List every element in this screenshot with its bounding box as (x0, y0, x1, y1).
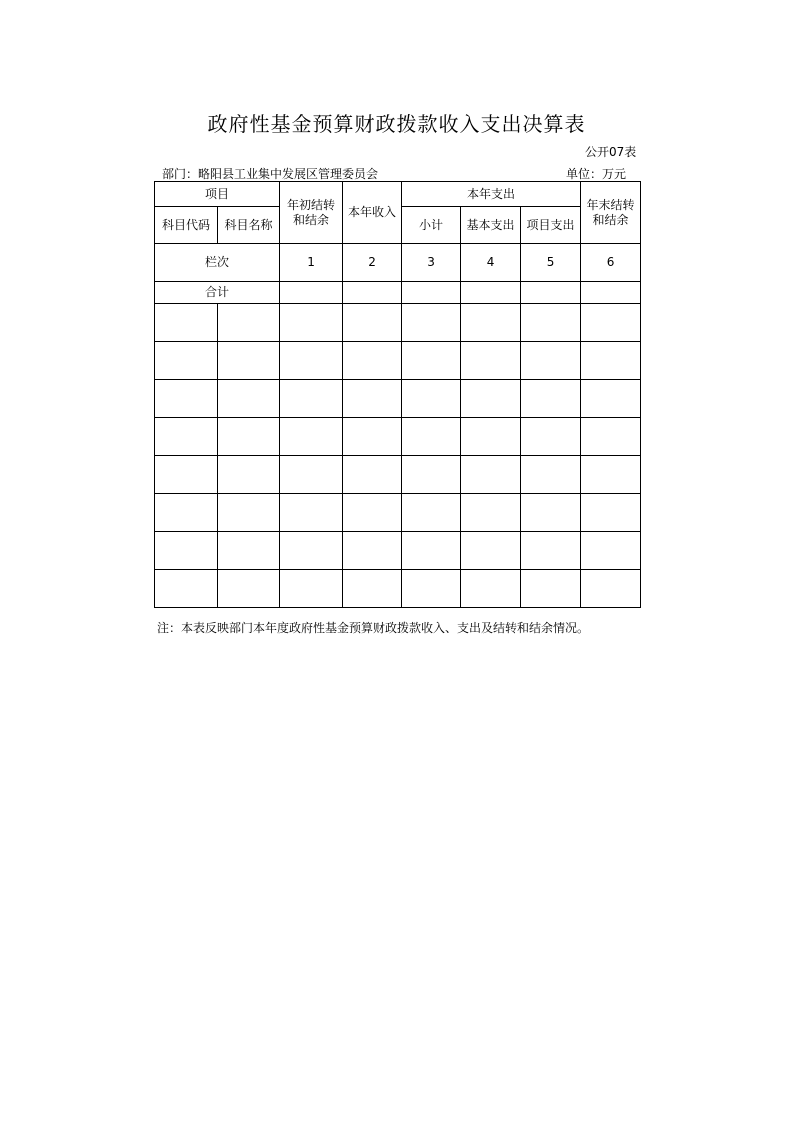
table-cell (461, 342, 521, 380)
department-label: 部门：略阳县工业集中发展区管理委员会 (162, 167, 379, 181)
col-number-2: 2 (343, 244, 402, 282)
total-cell (343, 282, 402, 304)
table-cell (402, 456, 461, 494)
table-cell (461, 380, 521, 418)
table-cell (155, 494, 218, 532)
header-subtotal: 小计 (402, 207, 461, 244)
total-cell (280, 282, 343, 304)
col-number-3: 3 (402, 244, 461, 282)
table-cell (155, 456, 218, 494)
table-cell (461, 532, 521, 570)
table-cell (218, 380, 280, 418)
table-cell (521, 532, 581, 570)
table-cell (218, 342, 280, 380)
table-cell (218, 304, 280, 342)
table-cell (461, 494, 521, 532)
header-end-balance-line1: 年末结转 (586, 197, 635, 212)
table-cell (402, 304, 461, 342)
table-cell (521, 570, 581, 608)
table-cell (155, 532, 218, 570)
total-cell (402, 282, 461, 304)
table-cell (343, 532, 402, 570)
table-cell (218, 418, 280, 456)
table-cell (581, 418, 641, 456)
table-cell (343, 494, 402, 532)
table-cell (402, 342, 461, 380)
col-number-5: 5 (521, 244, 581, 282)
col-number-1: 1 (280, 244, 343, 282)
table-row (155, 418, 641, 456)
table-cell (521, 342, 581, 380)
table-row (155, 494, 641, 532)
row-column-number-label: 栏次 (155, 244, 280, 282)
header-begin-balance-line2: 和结余 (293, 212, 330, 227)
table-cell (521, 456, 581, 494)
table-cell (402, 418, 461, 456)
table-cell (461, 418, 521, 456)
table-cell (218, 456, 280, 494)
table-row (155, 456, 641, 494)
table-cell (581, 532, 641, 570)
table-cell (218, 570, 280, 608)
table-cell (521, 304, 581, 342)
table-cell (581, 342, 641, 380)
table-cell (343, 418, 402, 456)
page-title: 政府性基金预算财政拨款收入支出决算表 (207, 112, 586, 136)
table-row (155, 304, 641, 342)
table-cell (280, 380, 343, 418)
table-cell (155, 570, 218, 608)
total-cell (461, 282, 521, 304)
table-cell (581, 456, 641, 494)
table-row (155, 380, 641, 418)
total-cell (581, 282, 641, 304)
table-cell (155, 342, 218, 380)
table-cell (343, 342, 402, 380)
row-total-label: 合计 (155, 282, 280, 304)
table-cell (280, 532, 343, 570)
table-cell (581, 570, 641, 608)
table-cell (218, 532, 280, 570)
unit-label: 单位：万元 (566, 167, 627, 181)
table-cell (343, 570, 402, 608)
table-cell (155, 304, 218, 342)
header-end-balance (581, 182, 641, 244)
header-begin-balance-line1: 年初结转 (287, 197, 336, 212)
table-row (155, 342, 641, 380)
table-cell (280, 304, 343, 342)
header-begin-balance (280, 182, 343, 244)
total-cell (521, 282, 581, 304)
col-number-4: 4 (461, 244, 521, 282)
table-cell (280, 342, 343, 380)
table-cell (521, 380, 581, 418)
table-row (155, 570, 641, 608)
form-number: 公开07表 (585, 145, 637, 159)
table-cell (155, 380, 218, 418)
table-cell (343, 456, 402, 494)
header-expense: 本年支出 (402, 182, 581, 207)
table-cell (155, 418, 218, 456)
budget-table (154, 181, 641, 608)
table-cell (461, 304, 521, 342)
table-cell (402, 380, 461, 418)
table-row (155, 532, 641, 570)
table-cell (402, 532, 461, 570)
col-number-6: 6 (581, 244, 641, 282)
header-item: 项目 (155, 182, 280, 207)
header-basic: 基本支出 (461, 207, 521, 244)
table-cell (581, 304, 641, 342)
table-cell (461, 570, 521, 608)
table-cell (402, 570, 461, 608)
table-cell (581, 494, 641, 532)
table-cell (280, 456, 343, 494)
table-cell (402, 494, 461, 532)
table-cell (461, 456, 521, 494)
table-cell (218, 494, 280, 532)
header-project: 项目支出 (521, 207, 581, 244)
header-end-balance-line2: 和结余 (592, 212, 629, 227)
table-note: 注：本表反映部门本年度政府性基金预算财政拨款收入、支出及结转和结余情况。 (157, 621, 590, 635)
table-cell (521, 494, 581, 532)
header-name: 科目名称 (218, 207, 280, 244)
header-income: 本年收入 (343, 182, 402, 244)
table-cell (343, 304, 402, 342)
table-cell (521, 418, 581, 456)
table-cell (280, 570, 343, 608)
table-cell (581, 380, 641, 418)
header-code: 科目代码 (155, 207, 218, 244)
table-cell (343, 380, 402, 418)
table-cell (280, 418, 343, 456)
table-cell (280, 494, 343, 532)
